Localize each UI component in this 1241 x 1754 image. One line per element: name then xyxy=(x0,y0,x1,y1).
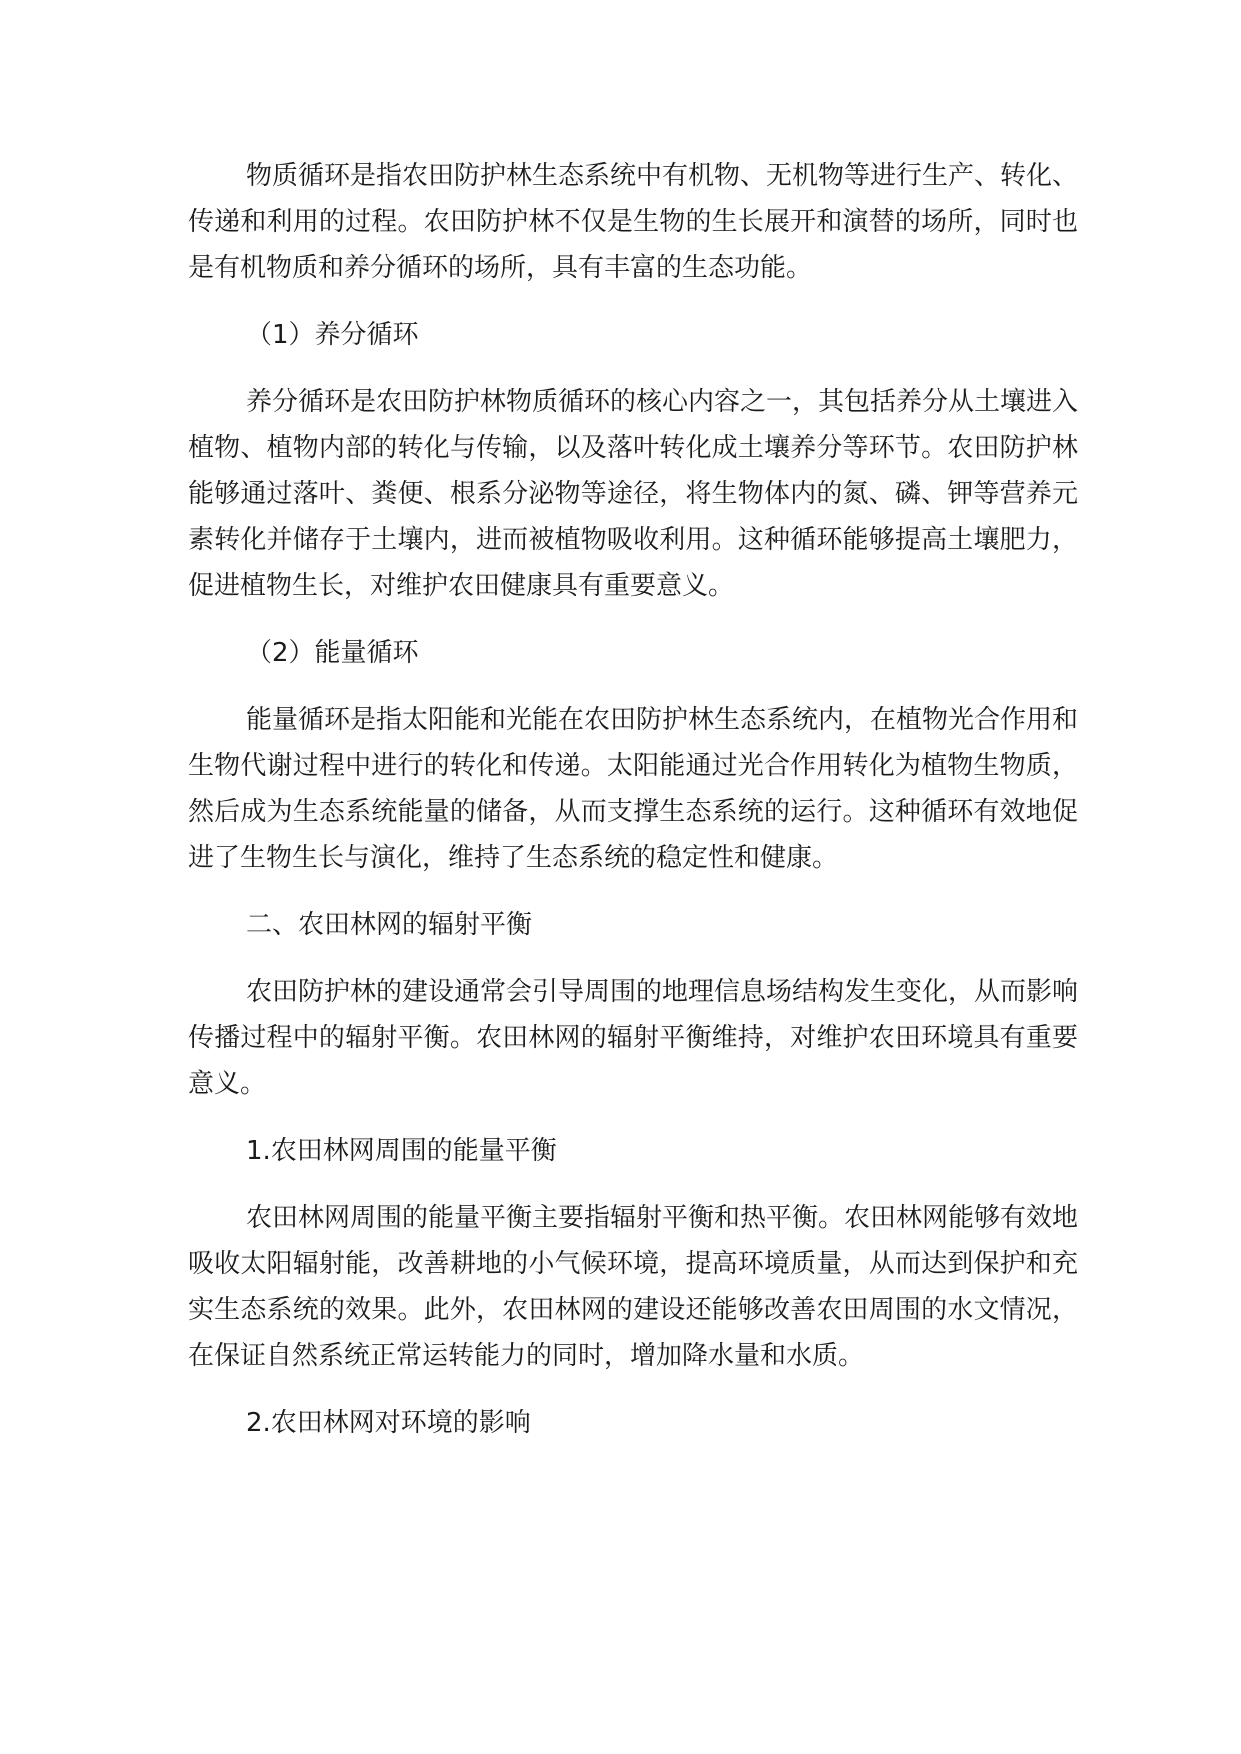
paragraph-nutrient-cycle: 养分循环是农田防护林物质循环的核心内容之一，其包括养分从土壤进入植物、植物内部的转化与传输，以及落叶转化成土壤养分等环节。农田防护林能够通过落叶、粪便、根系分泌物等途径，将生物体内的氮、磷、钾等营养元素转化并储存于土壤内，进而被植物吸收利用。这种循环能够提高土壤肥力，促进植物生长，对维护农田健康具有重要意义。 xyxy=(188,387,1079,601)
paragraph-energy-balance: 农田林网周围的能量平衡主要指辐射平衡和热平衡。农田林网能够有效地吸收太阳辐射能，改善耕地的小气候环境，提高环境质量，从而达到保护和充实生态系统的效果。此外，农田林网的建设还能够改善农田周围的水文情况，在保证自然系统正常运转能力的同时，增加降水量和水质。 xyxy=(188,1203,1079,1371)
paragraph-radiation-balance: 农田防护林的建设通常会引导周围的地理信息场结构发生变化，从而影响传播过程中的辐射平衡。农田林网的辐射平衡维持，对维护农田环境具有重要意义。 xyxy=(188,977,1079,1099)
heading-energy-cycle: （2）能量循环 xyxy=(246,638,419,668)
heading-radiation-balance: 二、农田林网的辐射平衡 xyxy=(246,910,533,940)
document-body xyxy=(188,153,1078,1467)
heading-nutrient-cycle: （1）养分循环 xyxy=(246,320,419,350)
heading-energy-balance: 1.农田林网周围的能量平衡 xyxy=(246,1136,557,1166)
paragraph-material-cycle: 物质循环是指农田防护林生态系统中有机物、无机物等进行生产、转化、传递和利用的过程。农田防护林不仅是生物的生长展开和演替的场所，同时也是有机物质和养分循环的场所，具有丰富的生态功能。 xyxy=(188,161,1079,283)
paragraph-energy-cycle: 能量循环是指太阳能和光能在农田防护林生态系统内，在植物光合作用和生物代谢过程中进行的转化和传递。太阳能通过光合作用转化为植物生物质，然后成为生态系统能量的储备，从而支撑生态系统的运行。这种循环有效地促进了生物生长与演化，维持了生态系统的稳定性和健康。 xyxy=(188,705,1079,873)
heading-environment-impact: 2.农田林网对环境的影响 xyxy=(246,1408,531,1438)
